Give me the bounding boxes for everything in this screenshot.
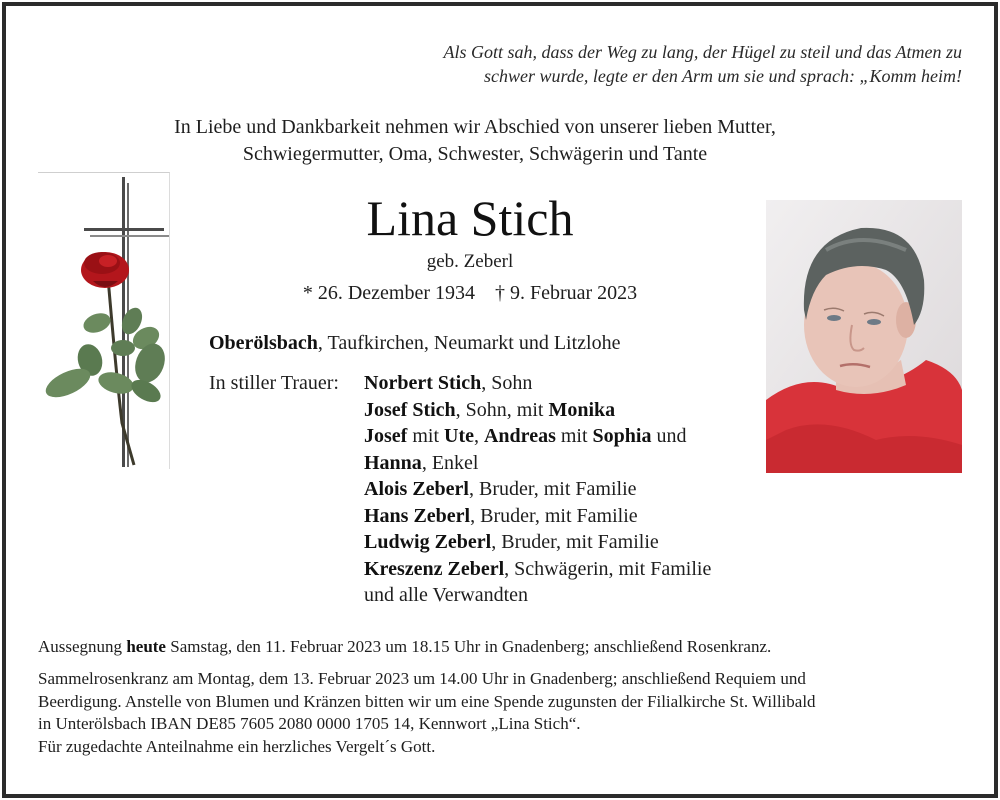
mourner-name: Norbert Stich [364, 372, 482, 394]
mourner-line [364, 529, 711, 556]
quote-line-2: schwer wurde, legte er den Arm um sie und sprach: „Komm heim! [484, 66, 962, 86]
mourner-name: Monika [548, 398, 616, 421]
quote-line-1: Als Gott sah, dass der Weg zu lang, der Hügel zu steil und das Atmen zu [443, 42, 962, 62]
blessing-paragraph [38, 635, 771, 659]
mourner-name: Hans Zeberl [364, 504, 471, 527]
mourner-name: Hanna [364, 451, 422, 474]
death-date: † 9. Februar 2023 [494, 282, 638, 304]
portrait-photo [766, 200, 962, 473]
mourner-line [364, 370, 711, 397]
mourner-relation: und [651, 425, 687, 447]
closing-paragraph [38, 668, 978, 758]
intro-line-1: In Liebe und Dankbarkeit nehmen wir Abschied von unserer lieben Mutter, [174, 116, 776, 138]
life-dates [270, 280, 670, 306]
intro-text [60, 114, 890, 168]
closing-line-2: Beerdigung. Anstelle von Blumen und Kränzen bitten wir um eine Spende zugunsten der Filialkirche St. Willibald [38, 691, 816, 711]
mourners-list [364, 370, 711, 609]
mourner-relation: , Sohn [481, 372, 533, 394]
blessing-post: Samstag, den 11. Februar 2023 um 18.15 Uhr in Gnadenberg; anschließend Rosenkranz. [165, 637, 772, 656]
deceased-name: Lina Stich [366, 190, 574, 246]
closing-line-3: in Unterölsbach IBAN DE85 7605 2080 0000 1705 14, Kennwort „Lina Stich“. [38, 714, 581, 733]
mourner-name: Ute [444, 425, 474, 447]
mourner-relation: , Bruder, mit Familie [491, 531, 659, 553]
mourner-line [364, 397, 711, 424]
mourner-relation: mit [555, 425, 593, 447]
mourners-label: In stiller Trauer: [209, 372, 339, 394]
mourner-line [364, 503, 711, 530]
closing-line-4: Für zugedachte Anteilnahme ein herzliches Vergelt´s Gott. [38, 736, 436, 756]
portrait-image-icon [766, 200, 962, 473]
mourner-line [364, 582, 711, 609]
mourner-relation: , Bruder, mit Familie [469, 478, 637, 500]
intro-line-2: Schwiegermutter, Oma, Schwester, Schwägerin und Tante [242, 143, 708, 165]
blessing-pre: Aussegnung [38, 637, 127, 656]
mourner-name: Sophia [592, 425, 652, 447]
mourner-line [364, 423, 711, 450]
mourner-line [364, 476, 711, 503]
mourner-relation: , Schwägerin, mit Familie [504, 557, 712, 580]
mourner-relation: und alle Verwandten [364, 584, 529, 606]
mourner-line [364, 556, 711, 583]
closing-line-1: Sammelrosenkranz am Montag, dem 13. Februar 2023 um 14.00 Uhr in Gnadenberg; anschließend Requiem und [38, 669, 806, 688]
mourner-relation: mit [407, 425, 444, 447]
quote [342, 40, 962, 88]
birth-date: * 26. Dezember 1934 [302, 282, 475, 304]
places-bold: Oberölsbach [209, 332, 318, 354]
places [209, 330, 620, 356]
maiden-name: geb. Zeberl [426, 251, 514, 272]
mourner-relation: , [473, 425, 484, 447]
mourner-name: Andreas [483, 425, 556, 447]
mourner-relation: , Bruder, mit Familie [470, 504, 638, 527]
mourner-name: Kreszenz Zeberl [364, 557, 505, 580]
mourner-name: Josef Stich [364, 398, 456, 421]
mourner-line [364, 450, 711, 477]
mourner-relation: , Sohn, mit [455, 398, 549, 421]
blessing-bold: heute [126, 637, 166, 656]
rose-cross-image [38, 172, 170, 469]
mourner-name: Josef [364, 425, 408, 447]
mourner-name: Ludwig Zeberl [364, 531, 492, 553]
mourner-name: Alois Zeberl [364, 478, 469, 500]
mourner-relation: , Enkel [421, 451, 479, 474]
rose-icon [38, 173, 169, 469]
places-rest: , Taufkirchen, Neumarkt und Litzlohe [317, 332, 621, 354]
